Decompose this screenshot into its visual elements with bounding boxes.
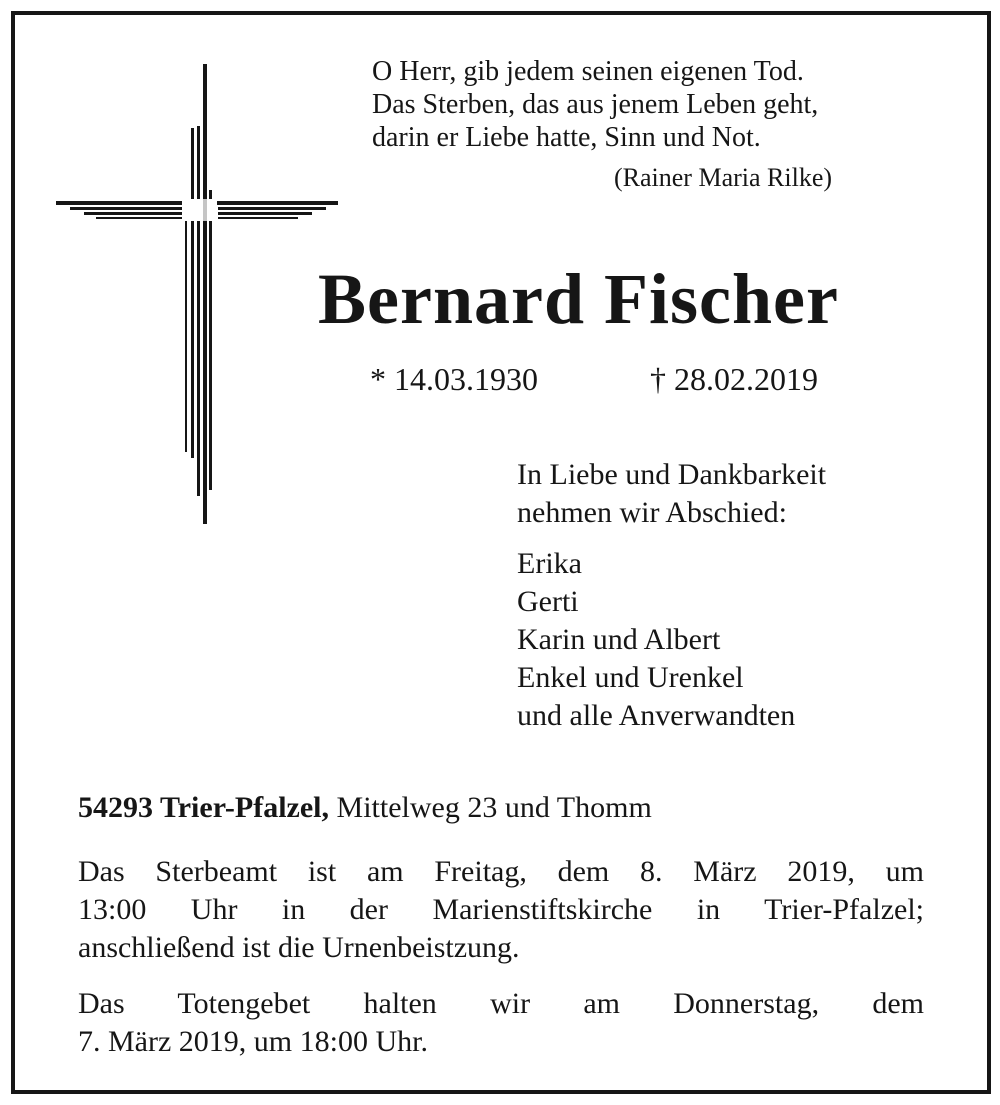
farewell-text (517, 456, 826, 532)
quote-line: O Herr, gib jedem seinen eigenen Tod. (372, 56, 804, 87)
address-street: Mittelweg 23 und Thomm (336, 791, 652, 824)
rilke-quote (372, 55, 818, 154)
farewell-line: nehmen wir Abschied: (517, 496, 787, 529)
prayer-text (78, 985, 924, 1061)
service-line: anschließend ist die Urnenbeistzung. (78, 931, 520, 964)
address-place: 54293 Trier-Pfalzel, (78, 791, 330, 824)
mourner-name: Karin und Albert (517, 623, 721, 656)
service-line: 13:00 Uhr in der Marienstiftskirche in Trier-Pfalzel; (78, 893, 924, 926)
mourner-name: Gerti (517, 585, 579, 618)
quote-line: darin er Liebe hatte, Sinn und Not. (372, 122, 761, 153)
quote-line: Das Sterben, das aus jenem Leben geht, (372, 89, 819, 120)
mourner-name: und alle Anverwandten (517, 699, 796, 732)
prayer-line: 7. März 2019, um 18:00 Uhr. (78, 1025, 428, 1058)
mourner-name: Erika (517, 547, 582, 580)
mourner-name: Enkel und Urenkel (517, 661, 744, 694)
prayer-line: Das Totengebet halten wir am Donnerstag, dem (78, 987, 924, 1020)
deceased-name: Bernard Fischer (318, 259, 839, 339)
mourners-list (517, 545, 795, 735)
quote-author: (Rainer Maria Rilke) (614, 163, 833, 192)
death-date: † 28.02.2019 (650, 361, 818, 397)
birth-date: * 14.03.1930 (370, 361, 538, 397)
service-line: Das Sterbeamt ist am Freitag, dem 8. März 2019, um (78, 855, 924, 888)
funeral-service-text (78, 853, 924, 967)
farewell-line: In Liebe und Dankbarkeit (517, 458, 827, 491)
family-address (78, 791, 652, 825)
